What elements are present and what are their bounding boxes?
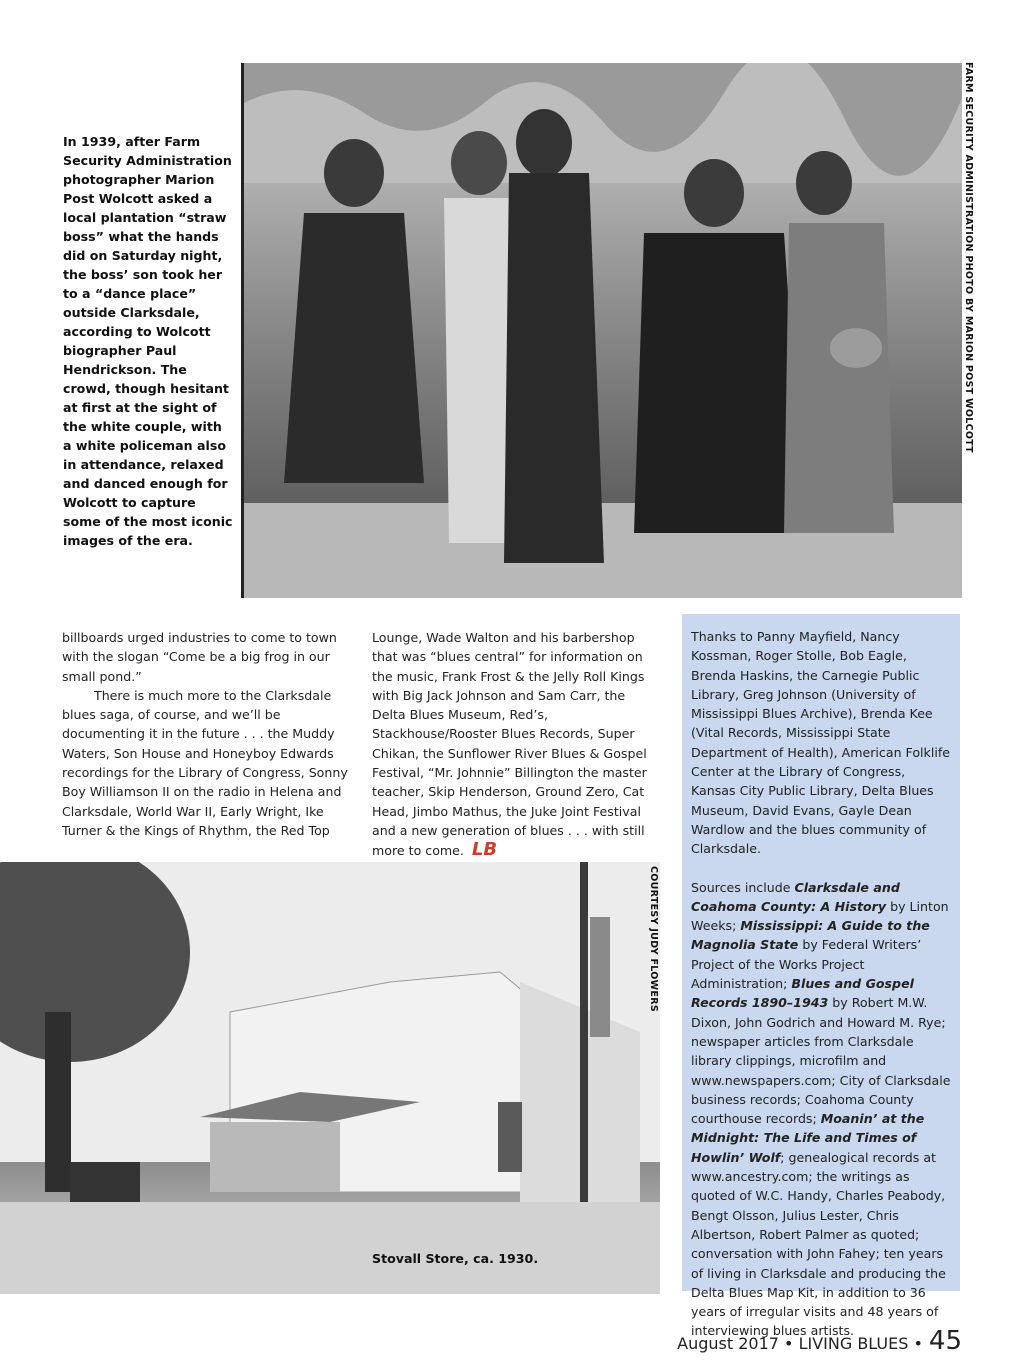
acknowledgements-sidebar	[682, 614, 960, 1339]
photo-caption-store: Stovall Store, ca. 1930.	[372, 1251, 539, 1266]
source-title: Moanin’ at the Midnight: The Life and Times of Howlin’ Wolf	[691, 1111, 925, 1165]
dance-hall-photo	[241, 63, 962, 598]
stovall-store-photo	[0, 862, 660, 1294]
source-text: Sources include	[691, 879, 795, 895]
issue-label: August 2017 • LIVING BLUES •	[677, 1334, 923, 1353]
sidebar-sources	[691, 878, 952, 1341]
source-title: Blues and Gospel Records 1890–1943	[691, 976, 914, 1011]
source-title: Mississippi: A Guide to the Magnolia State	[691, 918, 930, 953]
photo-caption-top: In 1939, after Farm Security Administration photographer Marion Post Wolcott asked a local plantation “straw boss” what the hands did on Saturday night, the boss’ son took her to a “dance place” outside Clarksdale, according to Wolcott biographer Paul Hendrickson. The crowd, though hesitant at first at the sight of the white couple, with a white policeman also in attendance, relaxed and danced enough for Wolcott to capture some of the most iconic images of the era.	[63, 134, 233, 548]
sidebar-thanks: Thanks to Panny Mayfield, Nancy Kossman, Roger Stolle, Bob Eagle, Brenda Haskins, the Carnegie Public Library, Greg Johnson (University of Mississippi Blues Archive), Brenda Kee (Vital Records, Mississippi State Department of Health), American Folklife Center at the Library of Congress, Kansas City Public Library, Delta Blues Museum, David Evans, Gayle Dean Wardlow and the blues community of Clarksdale.	[691, 629, 951, 857]
photo-credit-bottom: COURTESY JUDY FLOWERS	[648, 866, 659, 1012]
photo-credit-top: FARM SECURITY ADMINISTRATION PHOTO BY MARION POST WOLCOTT	[963, 62, 974, 454]
source-text: by Robert M.W. Dixon, John Godrich and Howard M. Rye; newspaper articles from Clarksdale library clippings, microfilm and www.newspapers.com; City of Clarksdale business records; Coahoma County courthouse records;	[691, 995, 951, 1127]
source-text: by Federal Writers’ Project of the Works Project Administration;	[691, 937, 922, 992]
body-paragraph-text: Lounge, Wade Walton and his barbershop that was “blues central” for information on the music, Frank Frost & the Jelly Roll Kings with Big Jack Johnson and Sam Carr, the Delta Blues Museum, Red’s, Stackhouse/Rooster Blues Records, Super Chikan, the Sunflower River Blues & Gospel Festival, “Mr. Johnnie” Billington the master teacher, Skip Henderson, Ground Zero, Cat Head, Jimbo Mathus, the Juke Joint Festival and a new generation of blues . . . with still more to come.	[372, 630, 647, 859]
body-column-2	[372, 628, 662, 861]
body-paragraph	[372, 628, 662, 861]
source-text: by Linton Weeks;	[691, 898, 949, 934]
body-paragraph: billboards urged industries to come to town with the slogan “Come be a big frog in our small pond.”	[62, 630, 337, 684]
page-footer	[677, 1326, 962, 1356]
body-paragraph: There is much more to the Clarksdale blues saga, of course, and we’ll be documenting it in the future . . . the Muddy Waters, Son House and Honeyboy Edwards recordings for the Library of Congress, Sonny Boy Williamson II on the radio in Helena and Clarksdale, World War II, Early Wright, Ike Turner & the Kings of Rhythm, the Red Top	[62, 687, 348, 838]
end-mark: LB	[471, 839, 498, 861]
page-number: 45	[928, 1326, 962, 1356]
body-column-1	[62, 628, 352, 840]
source-text: ; genealogical records at www.ancestry.com; the writings as quoted of W.C. Handy, Charles Peabody, Bengt Olsson, Julius Lester, Chris Albertson, Robert Palmer as quoted; conversation with John Fahey; ten years of living in Clarksdale and producing the Delta Blues Map Kit, in addition to 36 years of irregular visits and 48 years of interviewing blues artists.	[691, 1149, 946, 1339]
source-title: Clarksdale and Coahoma County: A History	[691, 879, 900, 914]
dance-hall-photo-image	[244, 63, 962, 598]
stovall-store-photo-image	[0, 862, 660, 1294]
